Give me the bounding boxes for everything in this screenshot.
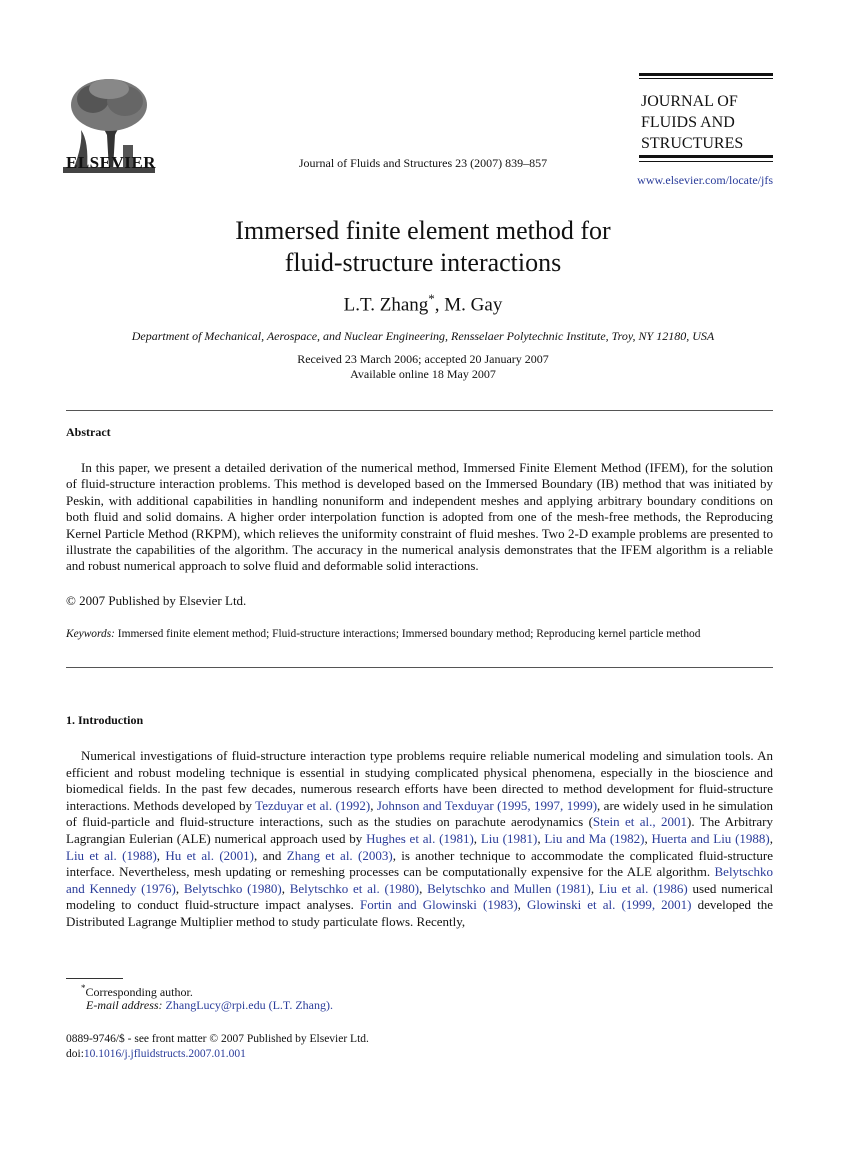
citation-link[interactable]: Liu (1981) — [480, 830, 538, 846]
copyright-notice: © 2007 Published by Elsevier Ltd. — [66, 593, 247, 608]
citation-link[interactable]: Belytschko and Kennedy (1976) — [66, 864, 773, 896]
journal-box-bottom-rule — [639, 155, 773, 158]
citation-link[interactable]: Huerta and Liu (1988) — [651, 830, 770, 846]
journal-citation: Journal of Fluids and Structures 23 (2007) 839–857 — [298, 156, 548, 170]
keywords-list: Immersed finite element method; Fluid-structure interactions; Immersed boundary method; Reproducing kernel particle method — [114, 628, 701, 640]
citation-link[interactable]: Glowinski et al. (1999, 2001) — [527, 897, 692, 913]
intro-text: , — [175, 880, 184, 896]
corresponding-author-note: Corresponding author. — [85, 985, 193, 999]
journal-box-top-rule — [639, 73, 773, 76]
title-line: Immersed finite element method for — [235, 216, 611, 245]
journal-name-line: JOURNAL OF — [641, 93, 738, 110]
intro-text: , — [644, 830, 652, 846]
intro-text: Numerical investigations of fluid-structure interaction type problems require reliable numerical modeling and simulation tools. An efficient and robust modeling technique is essential in studying complicated physical phenomena, especially in the bioscience and biomedical fields. In the past few decades, numerous research efforts have been directed to method development for fluid-structure interactions. Methods developed by — [66, 748, 773, 813]
journal-name-line: STRUCTURES — [641, 135, 744, 152]
intro-text: , — [537, 830, 545, 846]
issn-block — [66, 1032, 369, 1062]
email-label: E-mail address: — [86, 998, 163, 1012]
abstract-text: In this paper, we present a detailed derivation of the numerical method, Immersed Finite Element Method (IFEM), for the solution of fluid-structure interaction problems. This method is developed based on the Immersed Boundary (IB) method that was initiated by Peskin, with additional capabilities in handling nonuniform and independent meshes and applying arbitrary boundary conditions on both fluid and solid domains. A higher order interpolation function is adopted from one of the mesh-free methods, the Reproducing Kernel Particle Method (RKPM), which relieves the uniformity constraint of fluid meshes. Two 2-D example problems are presented to illustrate the capabilities of the algorithm. The accuracy in the numerical analysis demonstrates that the IFEM algorithm is a reliable and robust numerical approach to solve fluid and deformable solid interactions. — [66, 460, 773, 574]
journal-url-link[interactable]: www.elsevier.com/locate/jfs — [637, 173, 773, 187]
journal-box-bottom-rule-thin — [639, 161, 773, 162]
intro-text: , is another technique to accommodate the complicated fluid-structure interface. Nevertheless, mesh updating or remeshing processes can be computationally expensive for the ALE algorithm. — [66, 847, 773, 880]
divider — [66, 410, 773, 411]
intro-text: ). The Arbitrary Lagrangian Eulerian (ALE) numerical approach used by — [66, 814, 773, 846]
footnote-rule — [66, 978, 123, 979]
citation-link[interactable]: Tezduyar et al. (1992) — [255, 797, 371, 813]
citation-link[interactable]: Belytschko (1980) — [183, 880, 282, 896]
intro-text: , — [281, 880, 290, 896]
citation-link[interactable]: Zhang et al. (2003) — [286, 847, 393, 863]
citation-link[interactable]: Hu et al. (2001) — [165, 847, 255, 863]
author-name: L.T. Zhang — [343, 294, 429, 316]
email-link[interactable]: ZhangLucy@rpi.edu (L.T. Zhang). — [162, 998, 333, 1012]
intro-text: , — [419, 880, 428, 896]
journal-name — [641, 91, 743, 154]
citation-link[interactable]: Hughes et al. (1981) — [366, 830, 474, 846]
keywords — [66, 627, 773, 642]
doi-line — [66, 1047, 369, 1062]
footnote-email — [86, 998, 333, 1013]
affiliation: Department of Mechanical, Aerospace, and Nuclear Engineering, Rensselaer Polytechnic Institute, Troy, NY 12180, USA — [131, 329, 715, 343]
introduction-paragraph — [66, 748, 773, 931]
article-title — [0, 215, 846, 279]
doi-link[interactable]: 10.1016/j.jfluidstructs.2007.01.001 — [83, 1048, 246, 1060]
footnote-mark: * — [81, 983, 86, 993]
citation-link[interactable]: Liu et al. (1986) — [598, 880, 688, 896]
journal-box-top-rule-thin — [639, 78, 773, 79]
intro-text: , — [156, 847, 166, 863]
intro-text: used numerical modeling to conduct fluid-structure impact analyses. — [66, 880, 774, 913]
received-date: Received 23 March 2006; accepted 20 January 2007 — [297, 352, 549, 366]
doi-label: doi: — [66, 1048, 84, 1060]
intro-text: , and — [254, 847, 287, 863]
intro-text: developed the Distributed Lagrange Multiplier method to study particulate flows. Recently, — [66, 897, 773, 929]
citation-link[interactable]: Belytschko and Mullen (1981) — [427, 880, 591, 896]
intro-text: , — [370, 797, 377, 813]
corresponding-author-mark[interactable]: * — [428, 291, 435, 306]
keywords-label: Keywords: — [66, 628, 115, 640]
intro-text: , — [517, 897, 528, 913]
citation-link[interactable]: Liu and Ma (1982) — [544, 830, 645, 846]
title-line: fluid-structure interactions — [284, 248, 562, 277]
intro-text: , — [769, 830, 773, 846]
available-date: Available online 18 May 2007 — [350, 367, 496, 381]
citation-link[interactable]: Belytschko et al. (1980) — [289, 880, 420, 896]
journal-name-line: FLUIDS AND — [641, 114, 735, 131]
citation-link[interactable]: Stein et al., 2001 — [592, 814, 688, 830]
section-heading-introduction: 1. Introduction — [66, 713, 144, 727]
abstract-heading: Abstract — [66, 425, 111, 439]
author-separator: , — [434, 294, 445, 316]
citation-link[interactable]: Johnson and Texduyar (1995, 1997, 1999) — [376, 797, 598, 813]
article-dates — [0, 352, 846, 382]
citation-link[interactable]: Liu et al. (1988) — [66, 847, 157, 863]
intro-text: , are widely used in he simulation of fluid-particle and fluid-structure interactions, such as the studies on parachute aerodynamics ( — [66, 797, 773, 830]
issn-line: 0889-9746/$ - see front matter © 2007 Published by Elsevier Ltd. — [66, 1033, 369, 1045]
citation-link[interactable]: Fortin and Glowinski (1983) — [359, 897, 518, 913]
publisher-name: ELSEVIER — [66, 153, 156, 172]
authors — [0, 291, 846, 316]
intro-text: , — [473, 830, 481, 846]
divider — [66, 667, 773, 668]
intro-text: , — [590, 880, 599, 896]
author-name: M. Gay — [444, 294, 503, 316]
